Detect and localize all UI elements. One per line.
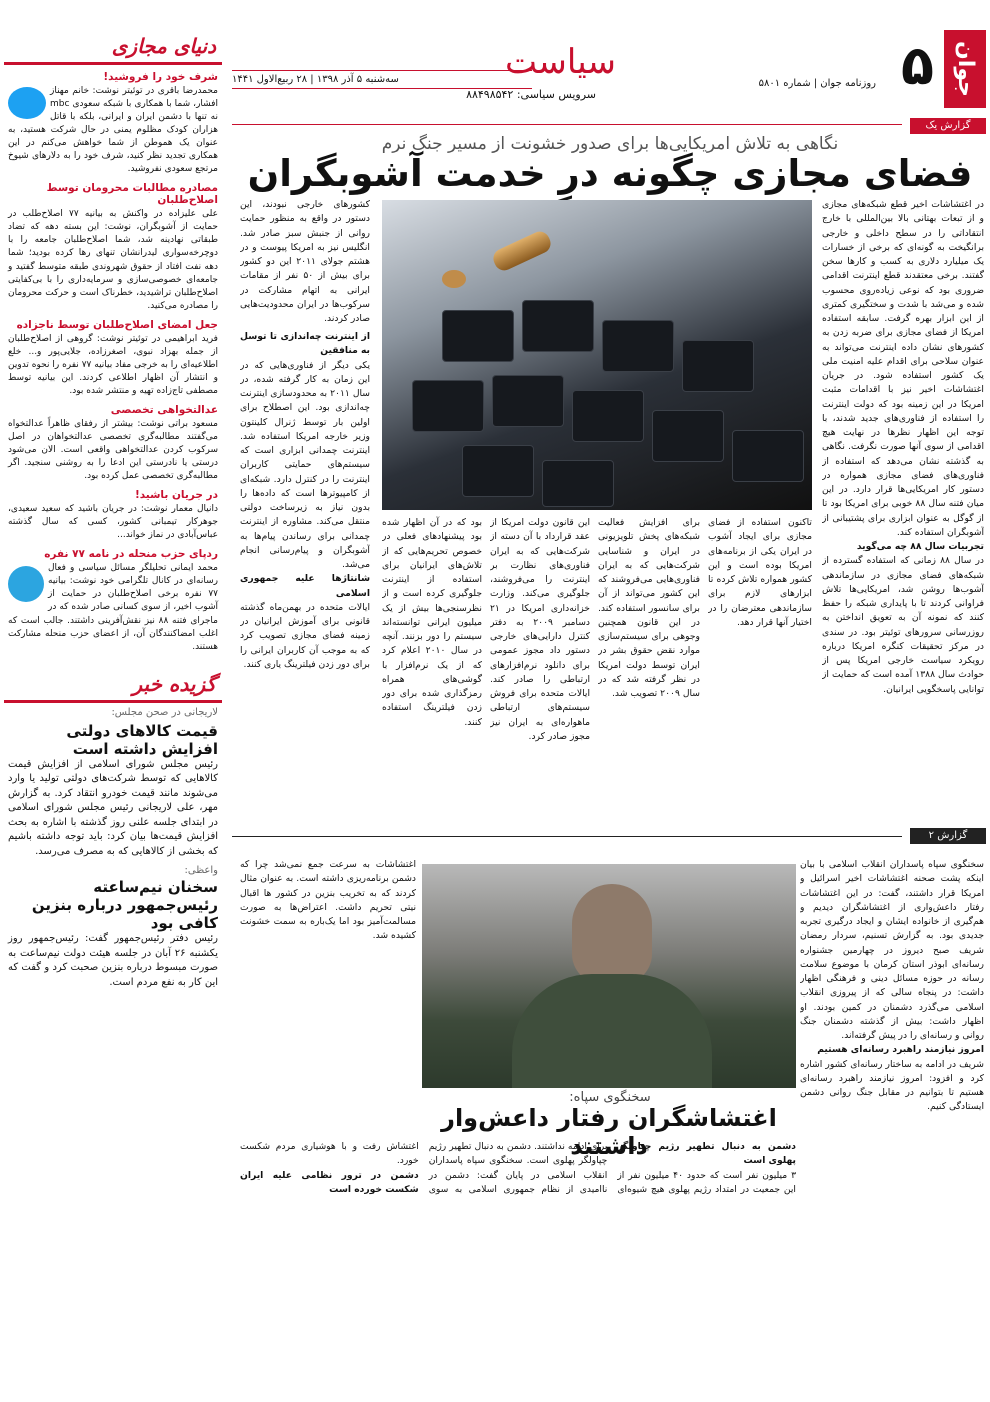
article1-subhead: نگاهی به تلاش امریکایی‌ها برای صدور خشونت از مسیر جنگ نرم bbox=[381, 134, 839, 154]
page-number: ۵ bbox=[901, 34, 934, 97]
article2-bottom bbox=[240, 1140, 796, 1398]
news-box-item bbox=[4, 865, 222, 990]
article2-headline: اغتشاشگران رفتار داعش‌وار داشتند bbox=[441, 1104, 777, 1160]
article1-text: کشورهای خارجی نبودند، این دستور در واقع به منظور حمایت روانی از جنبش سبز صادر شد. انگلیس نیز به امریکا پیوست و در هشتم جولای ۲۰۱۱ این دو کشور برای بیش از ۵۰ نفر از مقامات ایرانی به اتهام مشارکت در سرکوب‌ها در ایران محدودیت‌هایی صادر کردند. bbox=[240, 199, 370, 324]
article2-subtitle: دشمن در ترور نظامی علیه ایران شکست خورده است bbox=[240, 1169, 419, 1195]
article1-text: یکی دیگر از فناوری‌هایی که در این زمان به کار گرفته شده، در سال ۲۰۱۱ به محدودسازی اینترنت چه‌اندازی بود. این اصطلاح برای اولین بار توسط ژنرال کلینتون وزیر خارجه امریکا استفاده شد. اینترنت چمدانی ابزاری است که سیستم‌های حمایتی کاربران اینترنت را در کنترل دارد. شبکه‌ای از کامپیوترها است که داده‌ها را بدون نیاز به زیرساخت دولتی منتقل می‌کند. مشاوره از اینترنت چمدانی برای رساندن پیام‌ها به آشوبگران و پیام‌رسانی انجام می‌شد. bbox=[240, 359, 370, 570]
left-column-title: دنیای مجازی bbox=[4, 30, 222, 65]
news-box-kicker: واعظی: bbox=[184, 865, 218, 877]
left-item-body: دانیال معمار نوشت: در جریان باشید که سعید سعیدی، جوهرکار تیمبانی کشور، کسی که سال گذشته عباس‌آبادی در نماز خواند... bbox=[8, 504, 218, 541]
left-item bbox=[4, 404, 222, 483]
issue-line: روزنامه جوان | شماره ۵۸۰۱ bbox=[758, 78, 876, 89]
left-item bbox=[4, 71, 222, 176]
report-kicker: گزارش یک bbox=[910, 118, 986, 134]
article1-headline: فضای مجازی چگونه در خدمت آشوبگران bbox=[247, 152, 973, 195]
article2-subtitle: دشمن به دنبال تطهیر رژیم چپاولگر پهلوی است bbox=[617, 1141, 796, 1167]
left-item bbox=[4, 489, 222, 542]
article1-subtitle: از اینترنت چه‌اندازی تا توسل به منافقین bbox=[240, 331, 370, 357]
section-divider bbox=[232, 836, 902, 837]
spokesman-photo bbox=[422, 864, 796, 1088]
date-line: سه‌شنبه ۵ آذر ۱۳۹۸ | ۲۸ ربیع‌الاول ۱۴۴۱ bbox=[232, 70, 532, 89]
article2-subhead: سخنگوی سپاه: bbox=[569, 1090, 651, 1105]
news-box-body: رئیس مجلس شورای اسلامی از افزایش قیمت کالاهایی که توسط شرکت‌های دولتی تولید یا وارد می‌شوند مانند قیمت خودرو انتقاد کرد. به گزارش مهر، علی لاریجانی رئیس مجلس شورای اسلامی در ابتدای جلسه علنی روز گذشته با اشاره به بحث افزایش قیمت‌ها بیان کرد: باید توجه داشته باشیم که بخشی از کالاهایی که به مصرف می‌رسد. bbox=[8, 758, 218, 857]
article2-column bbox=[800, 858, 984, 1398]
news-box-headline: سخنان نیم‌ساعته رئیس‌جمهور درباره بنزین کافی بود bbox=[31, 878, 218, 933]
article2-column bbox=[240, 858, 416, 1158]
article1-text: تاکنون استفاده از فضای مجازی برای ایجاد آشوب در ایران یکی از برنامه‌های امریکا بوده است و این کشور همواره تلاش کرده تا ابزارهای لازم برای سازماندهی معترضان را در اختیار آنها قرار دهد. bbox=[708, 517, 812, 628]
left-item-title: جعل امضای اصلاح‌طلبان توسط ناجزاده bbox=[16, 318, 218, 331]
news-box-kicker: لاریجانی در صحن مجلس: bbox=[111, 706, 218, 718]
article2-text: شریف در ادامه به ساختار رسانه‌ای کشور اشاره کرد و افزود: امروز نیازمند راهبرد رسانه‌ای هستیم تا بتوانیم در مقابل جنگ روانی دشمن ایستادگی کنیم. bbox=[800, 1058, 984, 1113]
article1-column bbox=[822, 198, 984, 808]
left-item-title: عدالتخواهی تخصصی bbox=[110, 403, 218, 416]
news-box-body: رئیس دفتر رئیس‌جمهور گفت: رئیس‌جمهور روز یکشنبه ۲۶ آبان در جلسه هیئت دولت نیم‌ساعت به صورت مبسوط درباره بنزین صحبت کرد و گفت که این کار به نفع مردم است. bbox=[8, 933, 218, 988]
article1-subtitle: تجربیات سال ۸۸ چه می‌گوید bbox=[856, 541, 984, 552]
article1-text: در اغتشاشات اخیر قطع شبکه‌های مجازی و از تبعات بهتانی بالا بین‌المللی با خارج انتقاداتی را در سطح داخلی و خارجی برانگیخت به گونه‌ای که برخی از خسارات یک میلیارد دلاری به کسب و کارها سخن گفتند. برخی معتقدند قطع اینترنت اقدامی ضروری بود که نوعی زیاده‌روی محسوب شده و می‌شد با شدت و سختگیری کمتری از این ابزار بهره گرفت. سابقه استفاده امریکا از فضای مجازی برای ضربه زدن به کشورهای نشان داده اینترنت می‌تواند به عنوان سلاحی برای اقدام علیه امنیت ملی یک کشور استفاده شود. در جریان اغتشاشات اخیر نیز با اقدامات مثبت امریکا در این زمینه بود که دولت اینترنت را استفاده از فناوری‌های جدید شدند، با توجه این اظهار نظرها در نهایت هیچ اقدامی از سوی آنها صورت نگرفت. نگاهی به گذشته نشان می‌دهد که استفاده از فناوری‌های فضای مجازی همواره در دستور کار امریکایی‌ها قرار دارد. در این میان فتنه سال ۸۸ خوبی برای امریکا بود تا از گوگل به عنوان ابزاری برای پشتیبانی از آشوبگران استفاده کند. bbox=[822, 199, 984, 538]
report-kicker: گزارش ۲ bbox=[910, 828, 986, 844]
left-item-body: فرید ابراهیمی در توئیتر نوشت: گروهی از اصلاح‌طلبان از جمله بهزاد نبوی، اصغرزاده، جلایی‌پور و... خلع اطلاعیه‌ای را به خرجی مفاد بیانیه ۷۷ نفره را نحوه تدوین و انتشار آن اظهار اطلاعی کردند. این بیانیه توسط مصطفی تاج‌زاده تهیه و منتشر شده بود. bbox=[8, 333, 219, 396]
article2-subtitle: امروز نیازمند راهبرد رسانه‌ای هستیم bbox=[817, 1044, 984, 1056]
left-item-title: مصادره مطالبات محرومان توسط اصلاح‌طلبان bbox=[46, 182, 218, 207]
left-item-title: ردپای حزب منحله در نامه ۷۷ نفره bbox=[44, 548, 218, 561]
article2-text: اغتشاشات به سرعت جمع نمی‌شد چرا که دشمن برنامه‌ریزی داشته است. به عنوان مثال کردند که به تخریب بنزین در کشور ها اقبال نیتی تحریم داشت. اعتراض‌ها به صورت مسالمت‌آمیز بود اما یک‌باره به سمت خشونت کشیده شد. bbox=[240, 859, 416, 942]
article1-text: بود که در آن اظهار شده بود پیشنهادهای فعلی در خصوص تحریم‌هایی که از تلاش‌های ایرانیان برای استفاده از اینترنت جلوگیری کرده است و از نظرسنجی‌ها بیش از یک میلیون ایرانی توانسته‌اند سیستم را دور بزنند. آنچه در سال ۲۰۱۰ اعلام کرد که از یک نرم‌افزار با گوشی‌های همراه رمزگذاری شده برای دور زدن فیلترینگ استفاده کنند. bbox=[382, 517, 482, 728]
article1-bottom-columns bbox=[382, 516, 812, 812]
article1-text: ایالات متحده در بهمن‌ماه گذشته قانونی برای آموزش ایرانیان در زمینه فضای مجازی تصویب کرد که به موجب آن کاربران ایرانی را برای دور زدن فیلترینگ یاری کنند. bbox=[240, 601, 370, 670]
left-item-body: علی علیزاده در واکنش به بیانیه ۷۷ اصلاح‌طلب در حمایت از آشوبگران، نوشت: این بسته دهه که تضاد طبقاتی نهادینه شد، شما اصلاح‌طلبان جامعه را با دوچرخه‌سواری لیدرانشان تنهای رها کرده بودید؛ شما دهه نفت افتاد از حقوق شهروندی طبقه متوسط گفتید و جامعه‌ای خصوصی‌سازی و سرمایه‌داری را با بی‌کفایتی اصلاح‌طلبان تراشیدید، خطرناک است و حرکت محرومان را مصادره می‌کنید. bbox=[8, 209, 218, 311]
article1-column bbox=[240, 330, 370, 810]
left-item bbox=[4, 182, 222, 312]
left-item bbox=[4, 319, 222, 398]
article1-text: این قانون دولت امریکا از عقد قرارداد با آن دسته از شرکت‌هایی که به ایران فناوری‌های نظارت بر اینترنت را می‌فروشند، جلوگیری می‌کند. وزارت خزانه‌داری امریکا در ۲۱ دسامبر ۲۰۰۹ به دفتر کنترل دارایی‌های خارجی دستور داد مجوز عمومی برای دانلود نرم‌افزارهای ارتباطی را صادر کند. ایالات متحده برای فروش سیستم‌های ارتباطی ماهواره‌ای به ایران نیز مجوز صادر کرد. bbox=[490, 517, 590, 742]
keyboard-bullet-photo bbox=[382, 200, 812, 510]
left-item-title: شرف خود را فروشید! bbox=[103, 71, 218, 83]
article2-text: ۳ میلیون نفر است که حدود ۴۰ میلیون نفر از این جمعیت در امتداد رژیم پهلوی هیچ شیوه‌ای برای ادامه نداشتند. دشمن به دنبال تطهیر رژیم چپاولگر پهلوی است. سخنگوی سپاه پاسداران انقلاب اسلامی در پایان گفت: دشمن در ناامیدی از نظام جمهوری اسلامی به سوی اغتشاش رفت و با هوشیاری مردم شکست خورد. bbox=[240, 1141, 796, 1195]
left-item-body: مسعود براتی نوشت: بیشتر از رفقای ظاهراً عدالتخواه می‌گفتند مطالبه‌گری تخصصی عدالتخواهان در اصل سرکوب کردن عدالتخواهی واقعی است. الان می‌شود درستی یا نادرستی این ادعا را به روشنی سنجید. اگر مطالبه‌گری تخصصی عمل کرده بود. bbox=[8, 418, 218, 482]
article2-text: سخنگوی سپاه پاسداران انقلاب اسلامی با بیان اینکه پشت صحنه اغتشاشات اخیر اسرائیل و امریکا قرار داشتند، گفت: در این اغتشاشات رفتار داعش‌واری از اغتشاشگران دیدیم و هم‌گیری از خانواده ایشان و ایجاد درگیری تجربه جدیدی بود. به گزارش تسنیم، سردار رمضان شریف صبح دیروز در چهارمین جشنواره رسانه‌ای ابوذر استان کرمان با موضوع سلامت رسانه در حوزه مسائل دینی و فرهنگی اظهار داشت: در پنجاه سالی که از پیروزی انقلاب اسلامی می‌گذرد دشمنان در کمین بودند. او اظهار داشت: بیش از گذشته دشمنان جنگ روانی و رسانه‌ای را در پیش گرفته‌اند. bbox=[800, 859, 984, 1041]
article1-text: برای افزایش فعالیت شبکه‌های پخش تلویزیونی در ایران و شناسایی شرکت‌هایی که به ایران فناوری‌هایی می‌فروشند که این کشور می‌تواند از آن برای سانسور استفاده کند. در این قانون همچنین وجوهی برای سیستم‌سازی موارد نقض حقوق بشر در ایران توسط دولت امریکا در نظر گرفته شد که در سال ۲۰۰۹ تصویب شد. bbox=[598, 517, 700, 699]
article1-text: در سال ۸۸ زمانی که استفاده گسترده از شبکه‌های فضای مجازی در سازماندهی آشوب‌ها روشن شد، امریکایی‌ها تلاش فراوانی کردند تا با پایداری شبکه را حفظ کنند که نمونه آن به تعویق انداختن به روزرسانی سرورهای توئیتر بود. در سندی در مرکز تحقیقات کنگره امریکا درباره رویکرد سیاست خارجی امریکا پس از حوادث سال ۱۳۸۸ آمده است که حمایت از توانایی پاسخگویی ایرانیان. bbox=[822, 555, 984, 695]
left-item-title: در جریان باشید! bbox=[134, 489, 218, 502]
left-item-body: محمدرضا باقری در توئیتر نوشت: خانم مهناز افشار، شما با همکاری با شبکه سعودی mbc نه تنها با دشمن ایران و ایرانی، بلکه با قاتل هزاران کودک مظلوم یمنی در حال شرکت هستید، به عنوان یک هموطن از شما خواهش می‌کنم در این همکاری تجدید نظر کنید، شرف خود را به دلارهای شیوخ مرتجع سعودی نفروشید. bbox=[8, 86, 218, 175]
article1-column bbox=[240, 198, 370, 328]
twitter-icon bbox=[8, 87, 46, 119]
left-item bbox=[4, 548, 222, 653]
newspaper-logo: جوان bbox=[944, 30, 986, 108]
left-item-body: محمد ایمانی تحلیلگر مسائل سیاسی و فعال رسانه‌ای در کانال تلگرامی خود نوشت: بیانیه ۷۷ نفره برخی اصلاح‌طلبان در حمایت از آشوب اخیر، از سوی کسانی صادر شده که در ماجرای فتنه ۸۸ نیز نقش‌آفرینی داشتند. جالب است که اغلب امضاکنندگان آن، از اعضای حزب منحله مشارکت هستند. bbox=[8, 563, 218, 652]
news-box-headline: قیمت کالاهای دولتی افزایش داشته است bbox=[66, 721, 218, 758]
news-box-item bbox=[4, 707, 222, 860]
page-header bbox=[232, 30, 986, 110]
article1-subtitle: شانتاژها علیه جمهوری اسلامی bbox=[240, 573, 370, 599]
section-name: سیاست bbox=[505, 42, 616, 82]
section-divider bbox=[232, 124, 902, 125]
section-subtitle: سرویس سیاسی: ۸۸۴۹۸۵۴۲ bbox=[466, 88, 596, 101]
news-box-title: گزیده خبر bbox=[4, 668, 222, 703]
left-column bbox=[4, 30, 222, 1400]
